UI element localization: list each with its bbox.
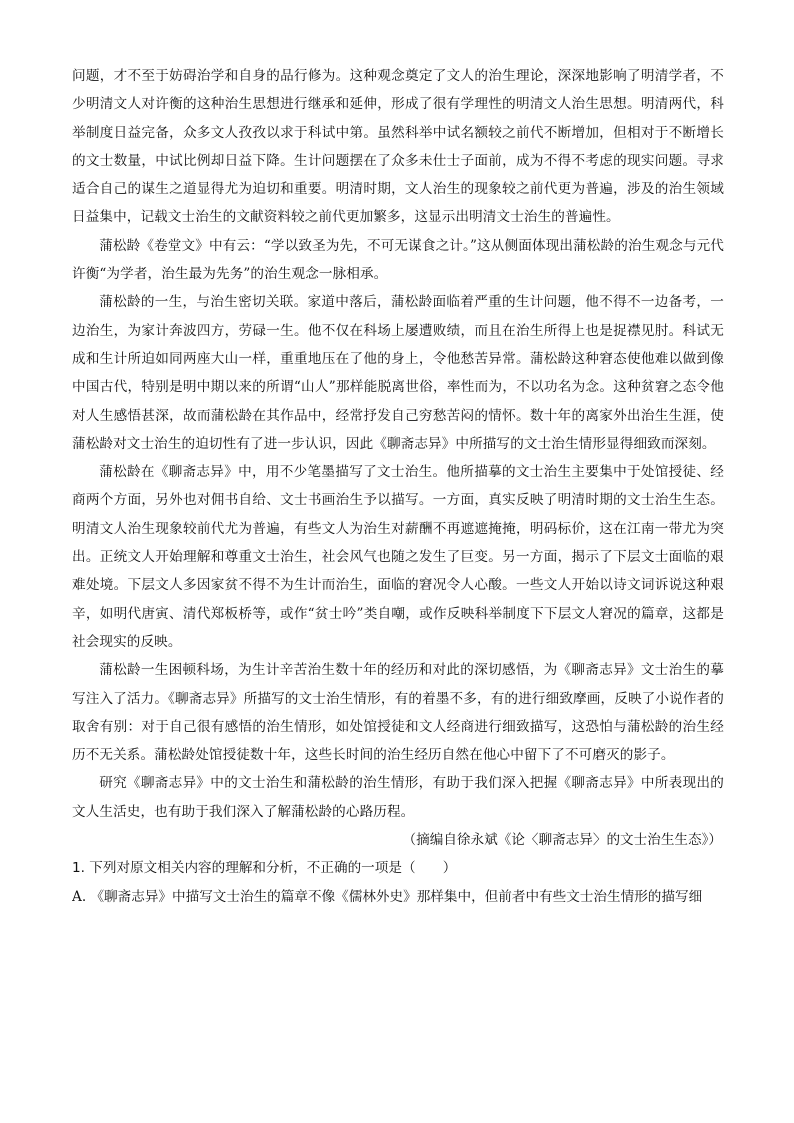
paragraph-1: 问题，才不至于妨碍治学和自身的品行修为。这种观念奠定了文人的治生理论，深深地影响了明清学者，不少明清文人对许衡的这种治生思想进行继承和延伸，形成了很有学理性的明清文人治生思想。明清两代，科举制度日益完备，众多文人孜孜以求于科试中第。虽然科举中试名额较之前代不断增加，但相对于不断增长的文士数量，中试比例却日益下降。生计问题摆在了众多未仕士子面前，成为不得不考虑的现实问题。寻求适合自己的谋生之道显得尤为迫切和重要。明清时期，文人治生的现象较之前代更为普遍，涉及的治生领域日益集中，记载文士治生的文献资料较之前代更加繁多，这显示出明清文士治生的普遍性。 <box>72 68 724 226</box>
question-1: 1. 下列对原文相关内容的理解和分析，不正确的一项是（ ） <box>72 860 457 877</box>
paragraph-5: 蒲松龄一生困顿科场，为生计辛苦治生数十年的经历和对此的深切感悟，为《聊斋志异》文士治生的摹写注入了活力。《聊斋志异》所描写的文士治生情形，有的着墨不多，有的进行细致摩画，反映了小说作者的取舍有别：对于自己很有感悟的治生情形，如处馆授徒和文人经商进行细致描写，这恐怕与蒲松龄的治生经历不无关系。蒲松龄处馆授徒数十年，这些长时间的治生经历自然在他心中留下了不可磨灭的影子。 <box>72 662 724 764</box>
paragraph-4: 蒲松龄在《聊斋志异》中，用不少笔墨描写了文士治生。他所描摹的文士治生主要集中于处馆授徒、经商两个方面，另外也对佣书自给、文士书画治生予以描写。一方面，真实反映了明清时期的文士治生生态。明清文人治生现象较前代尤为普遍，有些文人为治生对薪酬不再遮遮掩掩，明码标价，这在江南一带尤为突出。正统文人开始理解和尊重文士治生，社会风气也随之发生了巨变。另一方面，揭示了下层文士面临的艰难处境。下层文人多因家贫不得不为生计而治生，面临的窘况令人心酸。一些文人开始以诗文词诉说这种艰辛，如明代唐寅、清代郑板桥等，或作“贫士吟”类自嘲，或作反映科举制度下下层文人窘况的篇章，这都是社会现实的反映。 <box>72 464 724 650</box>
document-page <box>72 62 724 911</box>
paragraph-2: 蒲松龄《卷堂文》中有云：“学以致圣为先，不可无谋食之计。”这从侧面体现出蒲松龄的治生观念与元代许衡“为学者，治生最为先务”的治生观念一脉相承。 <box>72 237 724 283</box>
paragraph-3: 蒲松龄的一生，与治生密切关联。家道中落后，蒲松龄面临着严重的生计问题，他不得不一边备考，一边治生，为家计奔波四方，劳碌一生。他不仅在科场上屡遭败绩，而且在治生所得上也是捉襟见肘。科试无成和生计所迫如同两座大山一样，重重地压在了他的身上，令他愁苦异常。蒲松龄这种窘态使他难以做到像中国古代，特别是明中期以来的所谓“山人”那样能脱离世俗，率性而为，不以功名为念。这种贫窘之态令他对人生感悟甚深，故而蒲松龄在其作品中，经常抒发自己穷愁苦闷的情怀。数十年的离家外出治生生涯，使蒲松龄对文士治生的迫切性有了进一步认识，因此《聊斋志异》中所描写的文士治生情形显得细致而深刻。 <box>72 294 724 452</box>
source-citation: （摘编自徐永斌《论〈聊斋志异〉的文士治生生态》） <box>402 832 722 849</box>
paragraph-6: 研究《聊斋志异》中的文士治生和蒲松龄的治生情形，有助于我们深入把握《聊斋志异》中所表现出的文人生活史，也有助于我们深入了解蒲松龄的心路历程。 <box>72 775 724 820</box>
option-a: A. 《聊斋志异》中描写文士治生的篇章不像《儒林外史》那样集中，但前者中有些文士治生情形的描写细 <box>72 888 703 905</box>
